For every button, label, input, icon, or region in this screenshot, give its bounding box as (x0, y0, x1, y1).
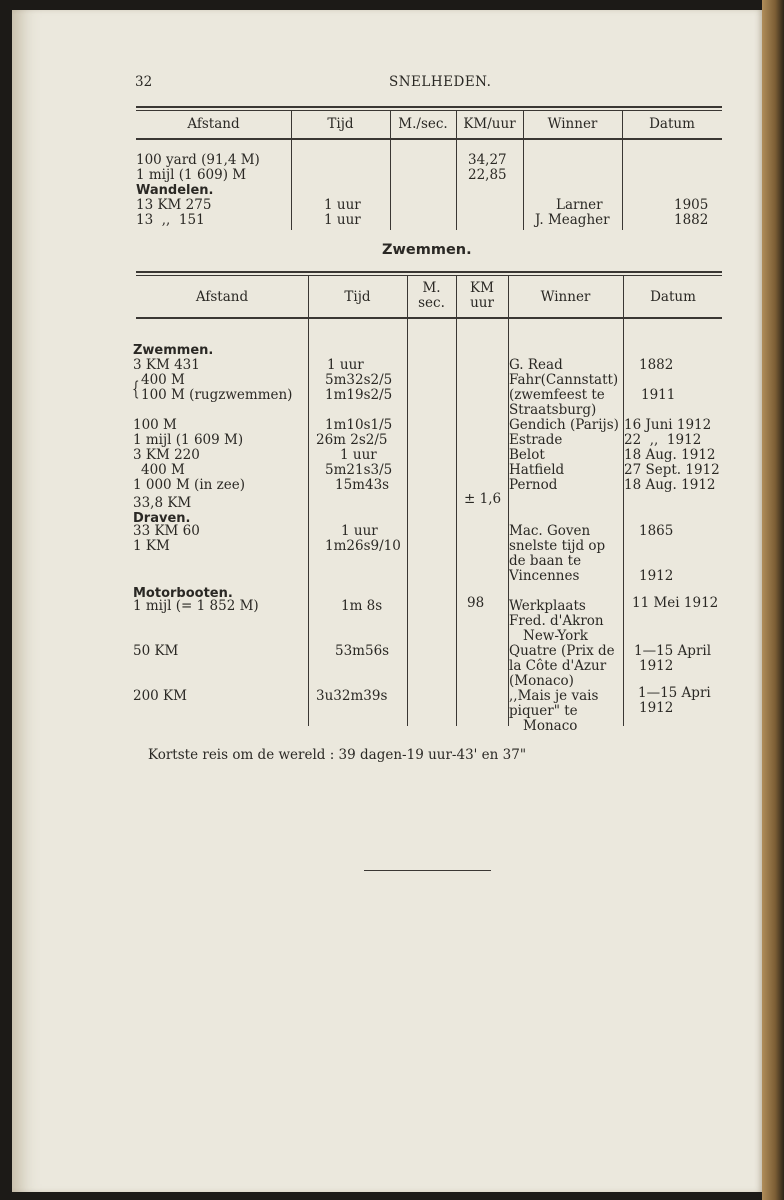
cell-afstand: 3 KM 431 (133, 357, 200, 373)
cell-datum: 18 Aug. 1912 (624, 477, 716, 493)
table2-header-rule (136, 317, 722, 319)
cell-winner: piquer" te (509, 703, 578, 719)
table2-divider (308, 276, 309, 726)
table1-top-rule-thin (136, 110, 722, 111)
cell-datum: 1912 (639, 568, 674, 584)
cell-afstand: 13 KM 275 (136, 197, 212, 213)
cell-winner: Straatsburg) (509, 402, 597, 418)
cell-tijd: 1 uur (324, 212, 361, 228)
cell-kmuur: 98 (467, 595, 485, 611)
cell-datum: 11 Mei 1912 (632, 595, 719, 611)
cell-tijd: 15m43s (335, 477, 390, 493)
cell-winner: J. Meagher (535, 212, 610, 228)
cell-tijd: 1 uur (327, 357, 364, 373)
cell-tijd: 1 uur (340, 447, 377, 463)
cell-tijd: 1m 8s (341, 598, 383, 614)
section-heading-zwemmen: Zwemmen. (133, 343, 214, 358)
cell-afstand: 1 mijl (1 609) M (136, 167, 247, 183)
cell-winner: New-York (523, 628, 588, 644)
cell-datum: 1911 (641, 387, 676, 403)
cell-datum: 1882 (674, 212, 709, 228)
cell-tijd: 1m10s1/5 (325, 417, 393, 433)
table2-top-rule (136, 271, 722, 273)
cell-kmuur: 34,27 (468, 152, 507, 168)
cell-afstand: 100 M (133, 417, 177, 433)
cell-winner: Larner (556, 197, 603, 213)
cell-afstand: 1 mijl (= 1 852 M) (133, 598, 259, 614)
cell-winner: Fred. d'Akron (509, 613, 604, 629)
section-heading-draven: Draven. (133, 511, 191, 526)
cell-afstand: 200 KM (133, 688, 187, 704)
column-header-datum: Datum (649, 116, 695, 132)
cell-winner: ,,Mais je vais (509, 688, 599, 704)
cell-winner: Vincennes (509, 568, 580, 584)
cell-afstand: 1 mijl (1 609 M) (133, 432, 244, 448)
brace-symbol: { (132, 376, 140, 400)
cell-afstand: 400 M (141, 372, 185, 388)
cell-afstand: 33 KM 60 (133, 523, 200, 539)
cell-afstand: 13 ,, 151 (136, 212, 205, 228)
column-header-tijd: Tijd (327, 116, 354, 132)
cell-afstand: 50 KM (133, 643, 179, 659)
book-page (12, 10, 762, 1192)
cell-datum: 1—15 Apri (638, 685, 711, 701)
cell-winner: Belot (509, 447, 545, 463)
table2-divider (456, 276, 457, 726)
footer-note: Kortste reis om de wereld : 39 dagen-19 uur-43' en 37" (148, 747, 527, 763)
column-header-datum: Datum (650, 289, 696, 305)
cell-datum: 1912 (639, 700, 674, 716)
cell-winner: Gendich (Parijs) (509, 417, 619, 433)
table2-divider (623, 276, 624, 726)
table1-top-rule (136, 106, 722, 108)
cell-winner: (Monaco) (509, 673, 574, 689)
column-header-msec: M. sec. (418, 280, 445, 311)
cell-winner: (zwemfeest te (509, 387, 605, 403)
cell-afstand: 1 KM (133, 538, 170, 554)
column-header-tijd: Tijd (344, 289, 371, 305)
table2-top-rule-thin (136, 275, 722, 276)
section-heading-motorbooten: Motorbooten. (133, 586, 233, 601)
cell-winner: Quatre (Prix de (509, 643, 615, 659)
column-header-winner: Winner (540, 289, 591, 305)
cell-tijd: 53m56s (335, 643, 390, 659)
cell-winner: Fahr(Cannstatt) (509, 372, 619, 388)
cell-tijd: 1m26s9/10 (325, 538, 401, 554)
cell-winner: Mac. Goven (509, 523, 591, 539)
page-number: 32 (135, 74, 153, 90)
cell-afstand: 100 yard (91,4 M) (136, 152, 260, 168)
page-edge (762, 0, 784, 1200)
cell-datum: 27 Sept. 1912 (624, 462, 720, 478)
cell-tijd: 5m32s2/5 (325, 372, 393, 388)
cell-datum: 1882 (639, 357, 674, 373)
cell-tijd: 3u32m39s (316, 688, 388, 704)
running-title: SNELHEDEN. (389, 74, 492, 90)
cell-tijd: 5m21s3/5 (325, 462, 393, 478)
cell-datum: 16 Juni 1912 (624, 417, 712, 433)
closing-rule (364, 870, 491, 871)
cell-datum: 18 Aug. 1912 (624, 447, 716, 463)
cell-winner: Estrade (509, 432, 563, 448)
cell-afstand: 3 KM 220 (133, 447, 200, 463)
cell-winner: la Côte d'Azur (509, 658, 607, 674)
cell-kmuur: ± 1,6 (464, 491, 502, 507)
column-header-afstand: Afstand (195, 289, 249, 305)
cell-datum: 1905 (674, 197, 709, 213)
section-title: Zwemmen. (382, 242, 472, 258)
cell-datum: 1912 (639, 658, 674, 674)
cell-datum: 22 ,, 1912 (624, 432, 702, 448)
column-header-winner: Winner (547, 116, 598, 132)
cell-winner: Pernod (509, 477, 558, 493)
cell-winner: de baan te (509, 553, 582, 569)
cell-afstand: 400 M (141, 462, 185, 478)
cell-tijd: 1 uur (341, 523, 378, 539)
cell-kmuur: 22,85 (468, 167, 507, 183)
cell-datum: 1865 (639, 523, 674, 539)
cell-winner: G. Read (509, 357, 563, 373)
table1-header-rule (136, 138, 722, 140)
cell-afstand: 1 000 M (in zee) (133, 477, 245, 493)
cell-winner: snelste tijd op (509, 538, 606, 554)
column-header-kmuur: KM/uur (463, 116, 516, 132)
cell-winner: Monaco (523, 718, 578, 734)
cell-afstand: 33,8 KM (133, 495, 192, 511)
cell-tijd: 26m 2s2/5 (316, 432, 388, 448)
section-heading-wandelen: Wandelen. (136, 183, 214, 198)
cell-tijd: 1m19s2/5 (325, 387, 393, 403)
cell-datum: 1—15 April (634, 643, 712, 659)
cell-winner: Werkplaats (509, 598, 586, 614)
table2-divider (407, 276, 408, 726)
cell-afstand: 100 M (rugzwemmen) (141, 387, 293, 403)
column-header-msec: M./sec. (398, 116, 448, 132)
column-header-kmuur: KM uur (470, 280, 494, 311)
column-header-afstand: Afstand (187, 116, 240, 132)
cell-winner: Hatfield (509, 462, 565, 478)
cell-tijd: 1 uur (324, 197, 361, 213)
